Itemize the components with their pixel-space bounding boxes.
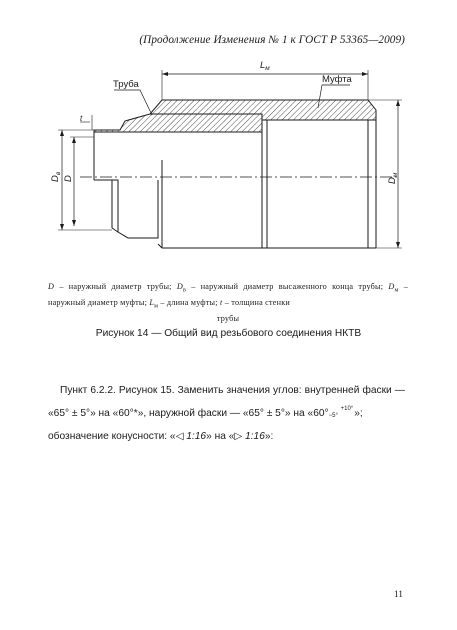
taper-old: ◁ 1:16 xyxy=(175,431,207,442)
coupling-label: Муфта xyxy=(322,74,352,85)
pipe-wall-section xyxy=(94,114,262,132)
dim-t-label: t xyxy=(80,114,83,123)
taper-new: ▷ 1:16 xyxy=(234,431,265,442)
pipe-label: Труба xyxy=(113,79,139,90)
angle-tolerance: +10° −5° xyxy=(328,406,354,420)
page-number: 11 xyxy=(393,590,403,600)
figure-caption: Рисунок 14 — Общий вид резьбового соединения НКТВ xyxy=(95,328,362,339)
figure-legend: D – наружный диаметр трубы; $D_в$ – наружный диаметр высаженного конца трубы; $D_м$ – наружный диаметр муфты; $L_м$ – длина муфты; t – толщина стенки трубы xyxy=(48,282,408,324)
thread-connection-drawing xyxy=(0,0,457,270)
amendment-text: Пункт 6.2.2. Рисунок 15. Заменить значения углов: внутренней фаски — «65° ± 5°» на «60°*», наружной фаски — «65° ± 5°» на «60° +10° −5° »; обозначение конусности: «◁ 1:16» на «▷ 1:16»: xyxy=(48,385,405,442)
dim-d-label: D xyxy=(63,175,74,182)
dim-length-label: $L_м$ xyxy=(260,60,270,72)
page-header: (Продолжение Изменения № 1 к ГОСТ Р 53365—2009) xyxy=(139,34,405,46)
dim-d-upset-label: $D_в$ xyxy=(50,171,62,182)
dim-dm-label: $D_м$ xyxy=(387,172,399,184)
